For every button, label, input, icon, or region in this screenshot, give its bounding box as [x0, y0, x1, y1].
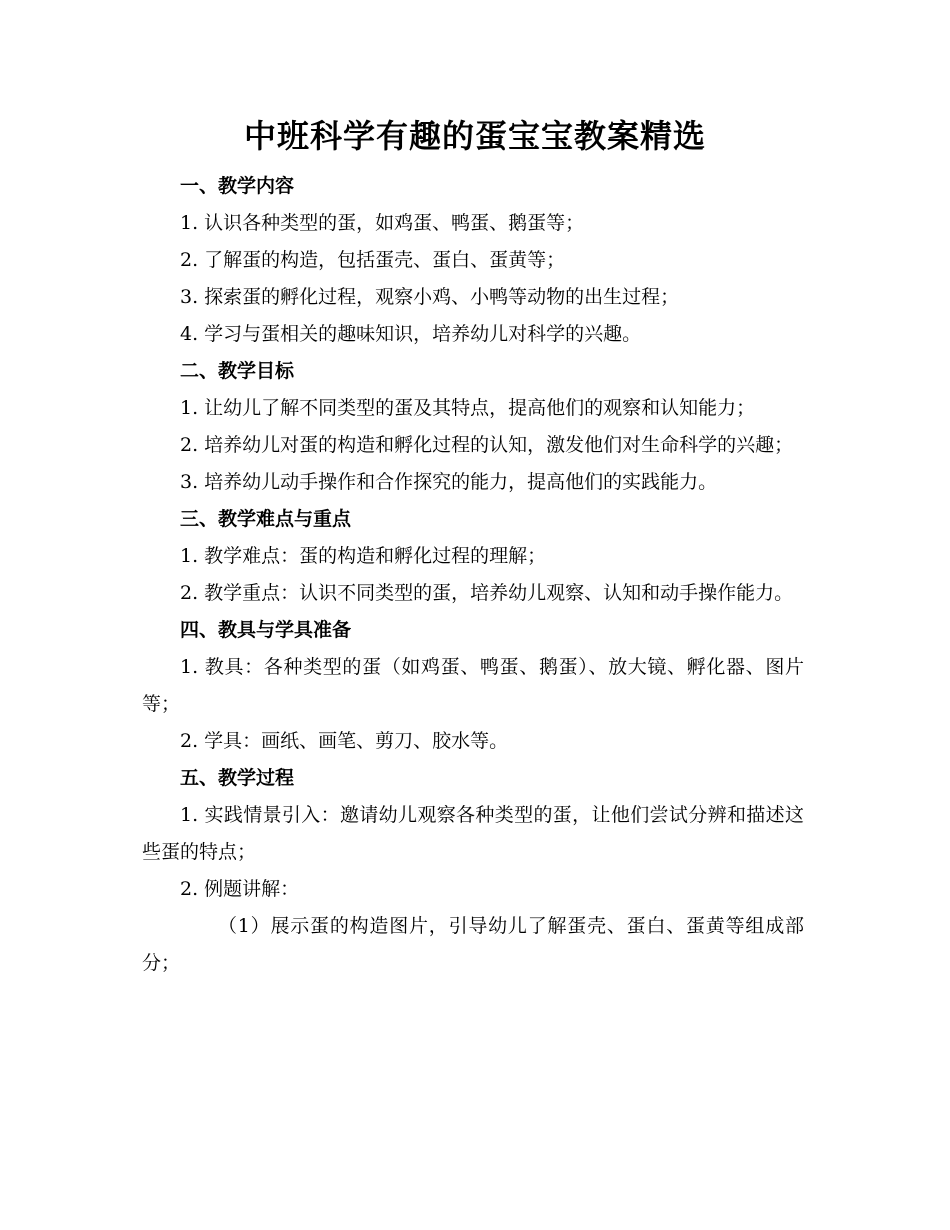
list-item: 1. 教具：各种类型的蛋（如鸡蛋、鸭蛋、鹅蛋）、放大镜、孵化器、图片等；	[142, 656, 804, 715]
document-body	[142, 168, 804, 982]
list-item: 3. 探索蛋的孵化过程，观察小鸡、小鸭等动物的出生过程；	[180, 286, 680, 308]
section-heading: 五、教学过程	[180, 767, 295, 789]
list-item: 2. 学具：画纸、画笔、剪刀、胶水等。	[180, 730, 509, 752]
list-item: 4. 学习与蛋相关的趣味知识，培养幼儿对科学的兴趣。	[180, 323, 642, 345]
list-item: 2. 教学重点：认识不同类型的蛋，培养幼儿观察、认知和动手操作能力。	[180, 582, 794, 604]
list-item: 2. 了解蛋的构造，包括蛋壳、蛋白、蛋黄等；	[180, 249, 566, 271]
document-title: 中班科学有趣的蛋宝宝教案精选	[243, 117, 706, 155]
sub-list-item: （1）展示蛋的构造图片，引导幼儿了解蛋壳、蛋白、蛋黄等组成部分；	[142, 915, 804, 974]
list-item: 1. 认识各种类型的蛋，如鸡蛋、鸭蛋、鹅蛋等；	[180, 212, 585, 234]
section-heading: 四、教具与学具准备	[180, 619, 352, 641]
list-item: 2. 例题讲解：	[180, 878, 300, 900]
list-item: 1. 教学难点：蛋的构造和孵化过程的理解；	[180, 545, 547, 567]
list-item: 3. 培养幼儿动手操作和合作探究的能力，提高他们的实践能力。	[180, 471, 718, 493]
section-heading: 一、教学内容	[180, 175, 295, 197]
list-item: 1. 让幼儿了解不同类型的蛋及其特点，提高他们的观察和认知能力；	[180, 397, 756, 419]
section-heading: 三、教学难点与重点	[180, 508, 352, 530]
section-heading: 二、教学目标	[180, 360, 295, 382]
list-item: 2. 培养幼儿对蛋的构造和孵化过程的认知，激发他们对生命科学的兴趣；	[180, 434, 794, 456]
list-item: 1. 实践情景引入：邀请幼儿观察各种类型的蛋，让他们尝试分辨和描述这些蛋的特点；	[142, 804, 804, 863]
